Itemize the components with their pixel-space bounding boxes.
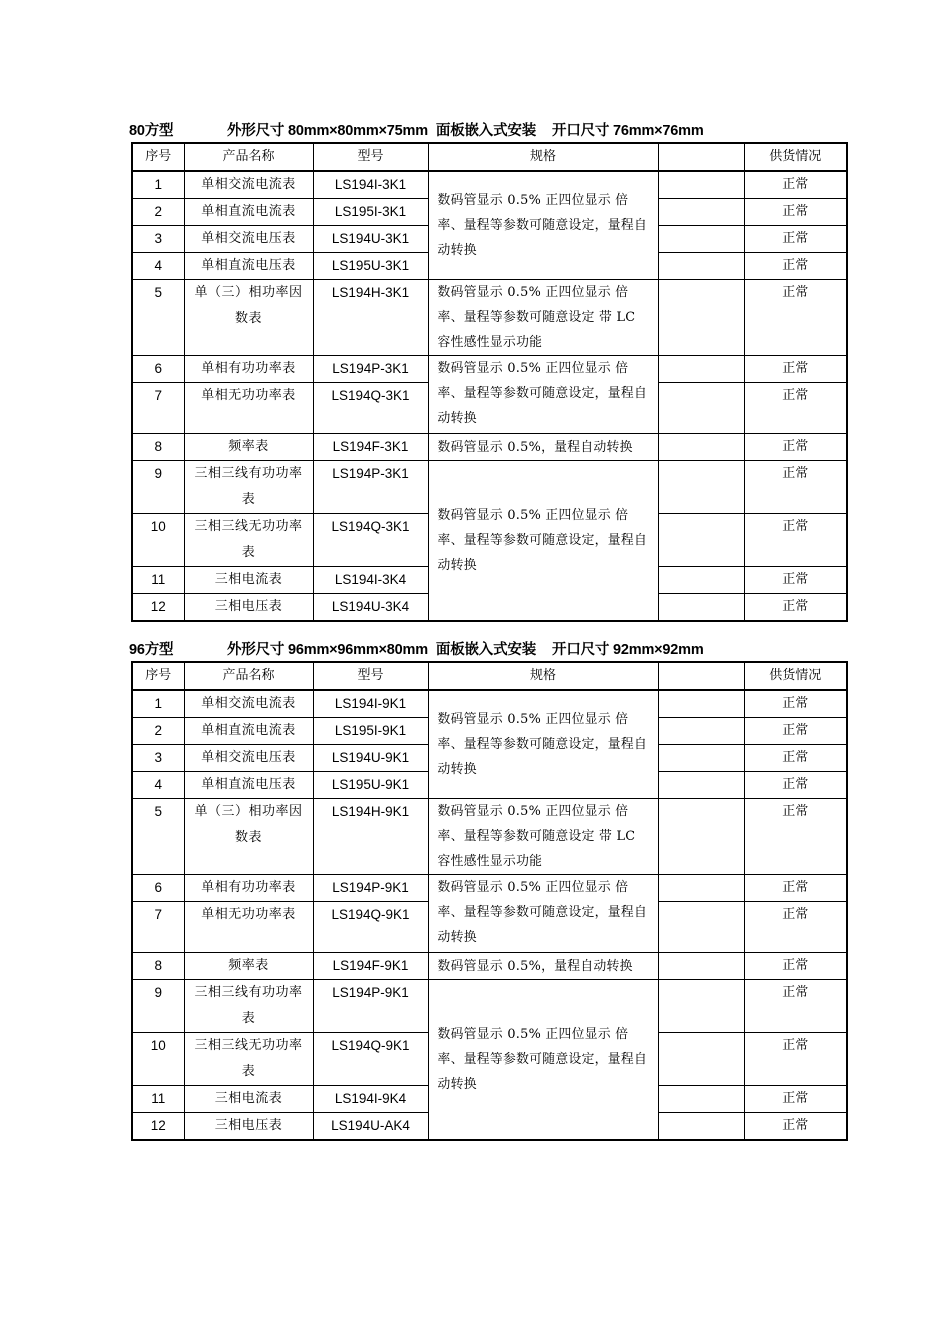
row-blank — [658, 718, 744, 745]
row-status: 正常 — [744, 383, 847, 434]
row-model: LS194I-3K4 — [313, 567, 428, 594]
row-name: 单相无功功率表 — [184, 902, 313, 953]
row-no: 9 — [132, 461, 184, 514]
table-row — [132, 280, 847, 356]
row-name: 单（三）相功率因数表 — [184, 799, 313, 875]
row-blank — [658, 594, 744, 622]
col-header-blank — [658, 143, 744, 171]
row-blank — [658, 434, 744, 461]
table-row — [132, 799, 847, 875]
row-name: 单相直流电压表 — [184, 253, 313, 280]
row-model: LS194U-AK4 — [313, 1113, 428, 1141]
heading-type: 80方型 — [129, 123, 174, 139]
row-blank — [658, 280, 744, 356]
row-model: LS194F-9K1 — [313, 953, 428, 980]
row-no: 1 — [132, 690, 184, 718]
heading-size: 外形尺寸 80mm×80mm×75mm — [227, 123, 428, 139]
row-no: 10 — [132, 514, 184, 567]
col-header-no: 序号 — [132, 662, 184, 690]
row-name: 单（三）相功率因数表 — [184, 280, 313, 356]
row-blank — [658, 1086, 744, 1113]
row-model: LS194P-3K1 — [313, 461, 428, 514]
row-blank — [658, 461, 744, 514]
row-status: 正常 — [744, 902, 847, 953]
row-model: LS195I-3K1 — [313, 199, 428, 226]
row-no: 6 — [132, 875, 184, 902]
row-no: 2 — [132, 718, 184, 745]
row-no: 3 — [132, 745, 184, 772]
row-spec: 数码管显示 0.5%，量程自动转换 — [428, 434, 658, 461]
row-name: 单相直流电流表 — [184, 718, 313, 745]
product-table — [131, 142, 848, 622]
row-blank — [658, 199, 744, 226]
row-status: 正常 — [744, 745, 847, 772]
row-name: 三相三线无功功率表 — [184, 1033, 313, 1086]
row-model: LS194P-9K1 — [313, 875, 428, 902]
row-status: 正常 — [744, 980, 847, 1033]
row-model: LS194I-9K1 — [313, 690, 428, 718]
row-model: LS194P-3K1 — [313, 356, 428, 383]
col-header-blank — [658, 662, 744, 690]
row-spec: 数码管显示 0.5% 正四位显示 倍率、量程等参数可随意设定 带 LC 容性感性显示功能 — [428, 280, 658, 356]
row-no: 12 — [132, 594, 184, 622]
table-row — [132, 690, 847, 718]
row-blank — [658, 567, 744, 594]
row-name: 频率表 — [184, 434, 313, 461]
row-no: 11 — [132, 567, 184, 594]
row-status: 正常 — [744, 953, 847, 980]
col-header-status: 供货情况 — [744, 662, 847, 690]
row-no: 8 — [132, 953, 184, 980]
row-spec: 数码管显示 0.5% 正四位显示 倍率、量程等参数可随意设定，量程自动转换 — [428, 356, 658, 434]
row-no: 6 — [132, 356, 184, 383]
row-blank — [658, 1113, 744, 1141]
row-spec: 数码管显示 0.5% 正四位显示 倍率、量程等参数可随意设定，量程自动转换 — [428, 171, 658, 280]
col-header-no: 序号 — [132, 143, 184, 171]
row-spec: 数码管显示 0.5% 正四位显示 倍率、量程等参数可随意设定，量程自动转换 — [428, 875, 658, 953]
row-status: 正常 — [744, 1033, 847, 1086]
row-no: 1 — [132, 171, 184, 199]
heading-type: 96方型 — [129, 642, 174, 658]
row-no: 2 — [132, 199, 184, 226]
section-heading — [131, 639, 846, 661]
col-header-model: 型号 — [313, 662, 428, 690]
row-model: LS195U-9K1 — [313, 772, 428, 799]
row-name: 三相电流表 — [184, 1086, 313, 1113]
row-model: LS194H-3K1 — [313, 280, 428, 356]
row-name: 三相三线有功功率表 — [184, 980, 313, 1033]
row-spec: 数码管显示 0.5%，量程自动转换 — [428, 953, 658, 980]
section-80 — [131, 120, 846, 622]
row-spec: 数码管显示 0.5% 正四位显示 倍率、量程等参数可随意设定，量程自动转换 — [428, 980, 658, 1141]
col-header-status: 供货情况 — [744, 143, 847, 171]
section-heading — [131, 120, 846, 142]
row-status: 正常 — [744, 199, 847, 226]
table-row — [132, 461, 847, 514]
row-name: 单相无功功率表 — [184, 383, 313, 434]
row-blank — [658, 799, 744, 875]
col-header-spec: 规格 — [428, 662, 658, 690]
row-no: 9 — [132, 980, 184, 1033]
row-no: 5 — [132, 280, 184, 356]
row-name: 单相交流电流表 — [184, 690, 313, 718]
row-no: 11 — [132, 1086, 184, 1113]
row-status: 正常 — [744, 461, 847, 514]
row-model: LS194Q-9K1 — [313, 1033, 428, 1086]
row-no: 5 — [132, 799, 184, 875]
row-no: 8 — [132, 434, 184, 461]
row-status: 正常 — [744, 280, 847, 356]
col-header-spec: 规格 — [428, 143, 658, 171]
row-model: LS194I-9K4 — [313, 1086, 428, 1113]
row-model: LS194I-3K1 — [313, 171, 428, 199]
table-header-row — [132, 143, 847, 171]
row-no: 12 — [132, 1113, 184, 1141]
row-name: 单相交流电流表 — [184, 171, 313, 199]
row-model: LS194Q-9K1 — [313, 902, 428, 953]
table-header-row — [132, 662, 847, 690]
row-blank — [658, 253, 744, 280]
row-blank — [658, 383, 744, 434]
row-name: 三相三线有功功率表 — [184, 461, 313, 514]
row-blank — [658, 772, 744, 799]
row-spec: 数码管显示 0.5% 正四位显示 倍率、量程等参数可随意设定，量程自动转换 — [428, 461, 658, 622]
row-status: 正常 — [744, 1086, 847, 1113]
row-status: 正常 — [744, 594, 847, 622]
row-blank — [658, 953, 744, 980]
table-row — [132, 171, 847, 199]
row-model: LS194U-3K1 — [313, 226, 428, 253]
row-model: LS194U-3K4 — [313, 594, 428, 622]
col-header-name: 产品名称 — [184, 143, 313, 171]
row-spec: 数码管显示 0.5% 正四位显示 倍率、量程等参数可随意设定，量程自动转换 — [428, 690, 658, 799]
row-no: 7 — [132, 902, 184, 953]
col-header-model: 型号 — [313, 143, 428, 171]
row-no: 3 — [132, 226, 184, 253]
row-name: 三相电压表 — [184, 1113, 313, 1141]
row-status: 正常 — [744, 567, 847, 594]
row-blank — [658, 690, 744, 718]
table-row — [132, 875, 847, 902]
row-name: 三相电流表 — [184, 567, 313, 594]
row-model: LS194H-9K1 — [313, 799, 428, 875]
row-status: 正常 — [744, 171, 847, 199]
row-blank — [658, 875, 744, 902]
row-model: LS194Q-3K1 — [313, 514, 428, 567]
row-name: 单相有功功率表 — [184, 356, 313, 383]
row-no: 10 — [132, 1033, 184, 1086]
row-name: 频率表 — [184, 953, 313, 980]
section-96 — [131, 639, 846, 1141]
row-name: 单相直流电流表 — [184, 199, 313, 226]
row-status: 正常 — [744, 253, 847, 280]
col-header-name: 产品名称 — [184, 662, 313, 690]
row-status: 正常 — [744, 1113, 847, 1141]
row-status: 正常 — [744, 799, 847, 875]
product-table — [131, 661, 848, 1141]
table-row — [132, 980, 847, 1033]
table-row — [132, 356, 847, 383]
row-status: 正常 — [744, 875, 847, 902]
row-spec: 数码管显示 0.5% 正四位显示 倍率、量程等参数可随意设定 带 LC 容性感性显示功能 — [428, 799, 658, 875]
row-model: LS194Q-3K1 — [313, 383, 428, 434]
row-no: 4 — [132, 253, 184, 280]
row-no: 4 — [132, 772, 184, 799]
row-blank — [658, 902, 744, 953]
row-model: LS194F-3K1 — [313, 434, 428, 461]
row-blank — [658, 226, 744, 253]
row-name: 单相交流电压表 — [184, 226, 313, 253]
row-status: 正常 — [744, 718, 847, 745]
row-blank — [658, 514, 744, 567]
table-row — [132, 434, 847, 461]
table-row — [132, 953, 847, 980]
row-status: 正常 — [744, 356, 847, 383]
row-status: 正常 — [744, 772, 847, 799]
row-status: 正常 — [744, 690, 847, 718]
row-model: LS195U-3K1 — [313, 253, 428, 280]
heading-mount: 面板嵌入式安装 — [435, 642, 537, 658]
row-status: 正常 — [744, 226, 847, 253]
heading-size: 外形尺寸 96mm×96mm×80mm — [227, 642, 428, 658]
row-status: 正常 — [744, 514, 847, 567]
row-name: 单相交流电压表 — [184, 745, 313, 772]
row-blank — [658, 745, 744, 772]
row-model: LS195I-9K1 — [313, 718, 428, 745]
row-name: 单相有功功率表 — [184, 875, 313, 902]
row-blank — [658, 356, 744, 383]
row-name: 单相直流电压表 — [184, 772, 313, 799]
heading-mount: 面板嵌入式安装 — [435, 123, 537, 139]
row-name: 三相电压表 — [184, 594, 313, 622]
heading-cutout: 开口尺寸 76mm×76mm — [552, 123, 704, 139]
row-blank — [658, 171, 744, 199]
row-blank — [658, 1033, 744, 1086]
row-no: 7 — [132, 383, 184, 434]
row-status: 正常 — [744, 434, 847, 461]
row-blank — [658, 980, 744, 1033]
heading-cutout: 开口尺寸 92mm×92mm — [552, 642, 704, 658]
row-model: LS194P-9K1 — [313, 980, 428, 1033]
row-model: LS194U-9K1 — [313, 745, 428, 772]
row-name: 三相三线无功功率表 — [184, 514, 313, 567]
